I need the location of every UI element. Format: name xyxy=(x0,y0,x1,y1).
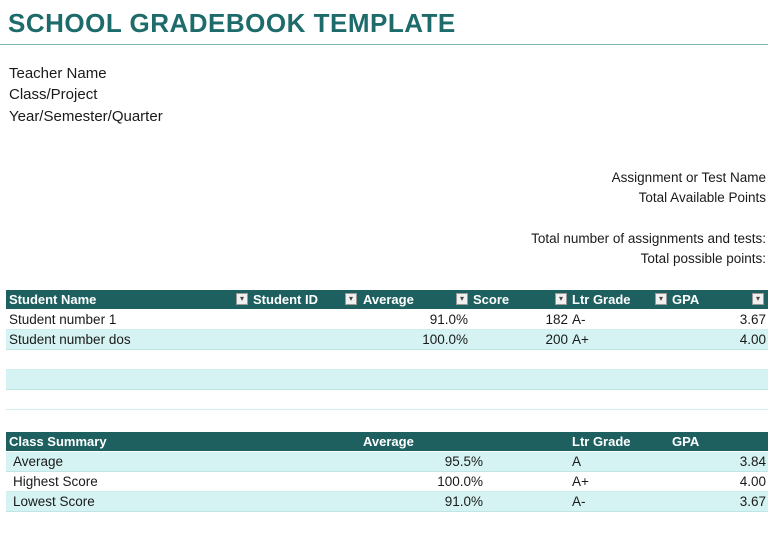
available-points-label[interactable]: Total Available Points xyxy=(638,190,766,205)
summary-label-cell[interactable]: Highest Score xyxy=(13,474,98,489)
filter-dropdown-icon[interactable]: ▾ xyxy=(236,293,248,305)
summary-row[interactable] xyxy=(6,452,768,472)
class-project-label[interactable]: Class/Project xyxy=(9,86,98,103)
summary-average-cell[interactable]: 100.0% xyxy=(437,474,483,489)
header-summary-gpa: GPA xyxy=(672,434,700,449)
filter-dropdown-icon[interactable]: ▾ xyxy=(555,293,567,305)
summary-gpa-cell[interactable]: 4.00 xyxy=(739,474,766,489)
average-cell[interactable]: 91.0% xyxy=(429,312,468,327)
filter-dropdown-icon[interactable]: ▾ xyxy=(655,293,667,305)
summary-row[interactable] xyxy=(6,472,768,492)
filter-dropdown-icon[interactable]: ▾ xyxy=(752,293,764,305)
assignment-count-label[interactable]: Total number of assignments and tests: xyxy=(531,231,766,246)
summary-grade-cell[interactable]: A- xyxy=(572,494,586,509)
header-summary-ltr-grade: Ltr Grade xyxy=(572,434,631,449)
summary-grade-cell[interactable]: A xyxy=(572,454,582,469)
teacher-name-label[interactable]: Teacher Name xyxy=(9,65,107,82)
table-row[interactable] xyxy=(6,330,768,350)
summary-label-cell[interactable]: Lowest Score xyxy=(13,494,95,509)
table-row[interactable] xyxy=(6,350,768,370)
summary-average-cell[interactable]: 95.5% xyxy=(444,454,483,469)
header-gpa: GPA xyxy=(672,292,700,307)
table-row[interactable] xyxy=(6,370,768,390)
term-label[interactable]: Year/Semester/Quarter xyxy=(9,108,163,125)
summary-label-cell[interactable]: Average xyxy=(13,454,64,469)
assignment-name-label[interactable]: Assignment or Test Name xyxy=(611,170,766,185)
summary-gpa-cell[interactable]: 3.84 xyxy=(739,454,766,469)
summary-gpa-cell[interactable]: 3.67 xyxy=(739,494,766,509)
header-score: Score xyxy=(473,292,510,307)
header-student-name: Student Name xyxy=(9,292,97,307)
header-student-id: Student ID xyxy=(253,292,318,307)
table-row[interactable] xyxy=(6,390,768,410)
score-cell[interactable]: 182 xyxy=(545,312,568,327)
summary-row[interactable] xyxy=(6,492,768,512)
filter-dropdown-icon[interactable]: ▾ xyxy=(456,293,468,305)
header-ltr-grade: Ltr Grade xyxy=(572,292,631,307)
average-cell[interactable]: 100.0% xyxy=(422,332,468,347)
ltr-grade-cell[interactable]: A+ xyxy=(572,332,589,347)
summary-grade-cell[interactable]: A+ xyxy=(572,474,589,489)
title-divider xyxy=(0,44,768,45)
summary-table-header xyxy=(6,432,768,451)
header-summary-average: Average xyxy=(363,434,414,449)
summary-average-cell[interactable]: 91.0% xyxy=(444,494,483,509)
student-name-cell[interactable]: Student number 1 xyxy=(9,312,117,327)
page-title: SCHOOL GRADEBOOK TEMPLATE xyxy=(8,8,456,38)
filter-dropdown-icon[interactable]: ▾ xyxy=(345,293,357,305)
table-row[interactable] xyxy=(6,310,768,330)
ltr-grade-cell[interactable]: A- xyxy=(572,312,586,327)
gpa-cell[interactable]: 3.67 xyxy=(739,312,766,327)
header-class-summary: Class Summary xyxy=(9,434,107,449)
student-name-cell[interactable]: Student number dos xyxy=(9,332,131,347)
score-cell[interactable]: 200 xyxy=(545,332,568,347)
gpa-cell[interactable]: 4.00 xyxy=(739,332,766,347)
possible-points-label[interactable]: Total possible points: xyxy=(640,251,766,266)
students-table-header xyxy=(6,290,768,309)
header-average: Average xyxy=(363,292,414,307)
